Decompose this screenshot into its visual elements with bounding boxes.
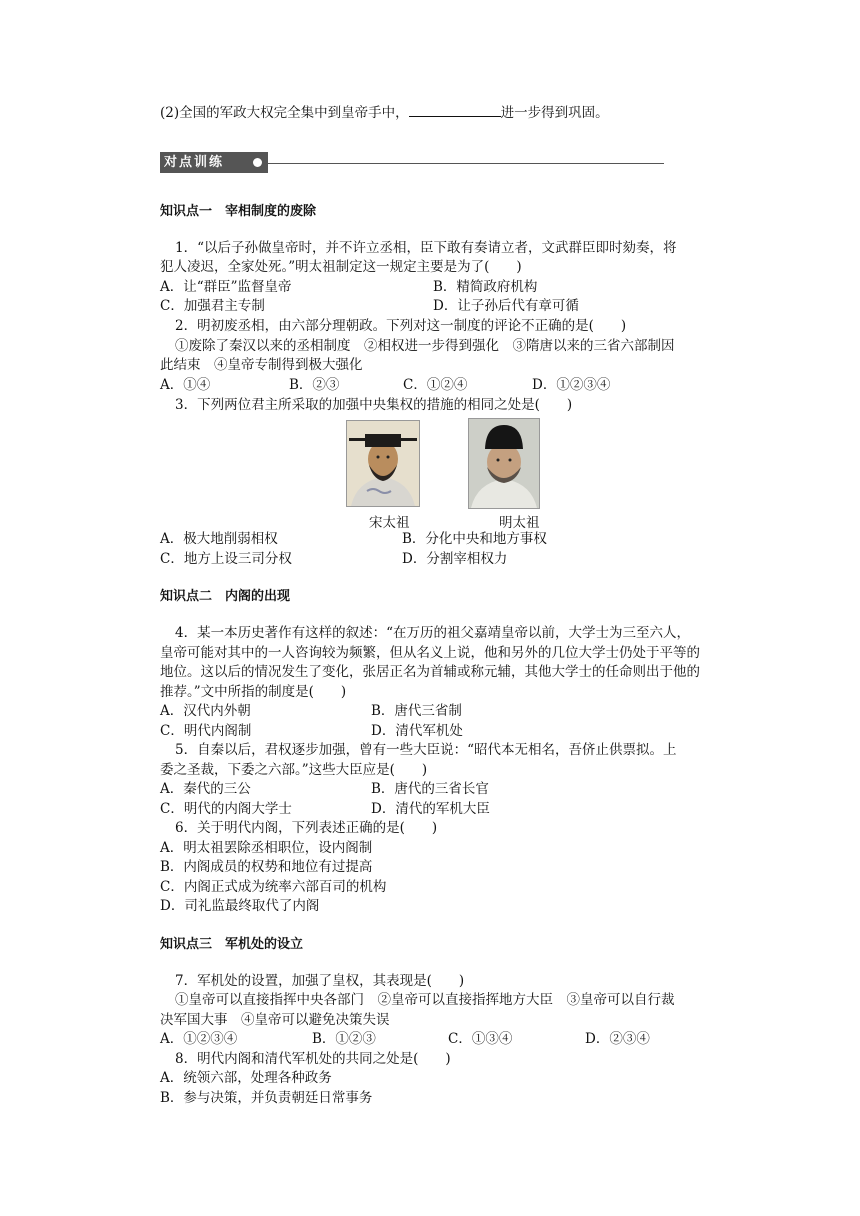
q8-stem: 8．明代内阁和清代军机处的共同之处是( ) xyxy=(175,1051,451,1067)
q7-option-a[interactable]: A．①②③④ xyxy=(160,1031,238,1047)
q2-option-b[interactable]: B．②③ xyxy=(289,377,340,393)
q1-stem-line-1: 1．“以后子孙做皇帝时，并不许立丞相，臣下敢有奏请立者，文武群臣即时劾奏，将 xyxy=(175,240,677,256)
q4-option-a[interactable]: A．汉代内外朝 xyxy=(160,703,251,719)
q6-option-b[interactable]: B．内阁成员的权势和地位有过提高 xyxy=(160,859,373,875)
q1-stem-line-2: 犯人凌迟，全家处死。”明太祖制定这一规定主要是为了( ) xyxy=(160,259,522,275)
q4-stem-line-3: 地位。这以后的情况发生了变化，张居正名为首辅或称元辅，其他大学士的任命则出于他的 xyxy=(160,664,700,680)
q6-option-d[interactable]: D．司礼监最终取代了内阁 xyxy=(160,898,320,914)
q4-stem-line-4: 推荐。”文中所指的制度是( ) xyxy=(160,684,347,700)
q2-statements-line-2: 此结束 ④皇帝专制得到极大强化 xyxy=(160,357,363,373)
banner-label: 对点训练 xyxy=(160,152,268,173)
q5-option-d[interactable]: D．清代的军机大臣 xyxy=(371,801,490,817)
q7-option-b[interactable]: B．①②③ xyxy=(312,1031,376,1047)
q3-option-a[interactable]: A．极大地削弱相权 xyxy=(160,531,278,547)
intro-text-after: 进一步得到巩固。 xyxy=(500,105,609,121)
q6-option-c[interactable]: C．内阁正式成为统率六部百司的机构 xyxy=(160,879,387,895)
intro-text-before: (2)全国的军政大权完全集中到皇帝手中， xyxy=(160,105,409,121)
q3-option-d[interactable]: D．分割宰相权力 xyxy=(402,551,508,567)
intro-line xyxy=(160,104,609,123)
q6-stem: 6．关于明代内阁，下列表述正确的是( ) xyxy=(175,820,438,836)
caption-song-taizu: 宋太祖 xyxy=(369,515,410,531)
q2-stem: 2．明初废丞相，由六部分理朝政。下列对这一制度的评论不正确的是( ) xyxy=(175,318,627,334)
q5-stem-line-1: 5．自秦以后，君权逐步加强，曾有一些大臣说：“昭代本无相名，吾侪止供票拟。上 xyxy=(175,742,677,758)
song-taizu-portrait-image xyxy=(346,420,420,507)
q5-option-c[interactable]: C．明代的内阁大学士 xyxy=(160,801,292,817)
q1-option-d[interactable]: D．让子孙后代有章可循 xyxy=(433,298,579,314)
ming-taizu-portrait-image xyxy=(468,418,540,509)
q2-option-d[interactable]: D．①②③④ xyxy=(532,377,611,393)
q2-option-c[interactable]: C．①②④ xyxy=(403,377,468,393)
section-title-3: 知识点三 军机处的设立 xyxy=(160,937,304,952)
banner-dot-icon xyxy=(253,158,262,167)
q6-option-a[interactable]: A．明太祖罢除丞相职位，设内阁制 xyxy=(160,840,373,856)
q3-option-c[interactable]: C．地方上设三司分权 xyxy=(160,551,292,567)
q8-option-b[interactable]: B．参与决策，并负责朝廷日常事务 xyxy=(160,1090,373,1106)
q4-option-c[interactable]: C．明代内阁制 xyxy=(160,723,252,739)
q3-option-b[interactable]: B．分化中央和地方事权 xyxy=(402,531,547,547)
q7-option-c[interactable]: C．①③④ xyxy=(448,1031,513,1047)
q4-option-b[interactable]: B．唐代三省制 xyxy=(371,703,462,719)
caption-ming-taizu: 明太祖 xyxy=(499,515,540,531)
q5-option-b[interactable]: B．唐代的三省长官 xyxy=(371,781,489,797)
fill-in-blank[interactable] xyxy=(409,104,501,117)
q1-option-c[interactable]: C．加强君主专制 xyxy=(160,298,265,314)
q7-stem: 7．军机处的设置，加强了皇权，其表现是( ) xyxy=(175,973,465,989)
q8-option-a[interactable]: A．统领六部，处理各种政务 xyxy=(160,1070,332,1086)
q4-stem-line-2: 皇帝可能对其中的一人咨询较为频繁，但从名义上说，他和另外的几位大学士仍处于平等的 xyxy=(160,645,700,661)
q7-statements-line-2: 决军国大事 ④皇帝可以避免决策失误 xyxy=(160,1012,390,1028)
q1-option-a[interactable]: A．让“群臣”监督皇帝 xyxy=(160,279,292,295)
q5-stem-line-2: 委之圣裁，下委之六部。”这些大臣应是( ) xyxy=(160,762,428,778)
q7-statements-line-1: ①皇帝可以直接指挥中央各部门 ②皇帝可以直接指挥地方大臣 ③皇帝可以自行裁 xyxy=(175,992,675,1008)
banner-rule xyxy=(268,163,664,164)
q3-stem: 3．下列两位君主所采取的加强中央集权的措施的相同之处是( ) xyxy=(175,397,573,413)
q4-option-d[interactable]: D．清代军机处 xyxy=(371,723,463,739)
q5-option-a[interactable]: A．秦代的三公 xyxy=(160,781,251,797)
q4-stem-line-1: 4．某一本历史著作有这样的叙述：“在万历的祖父嘉靖皇帝以前，大学士为三至六人， xyxy=(175,625,690,641)
q2-option-a[interactable]: A．①④ xyxy=(160,377,211,393)
q7-option-d[interactable]: D．②③④ xyxy=(585,1031,650,1047)
q1-option-b[interactable]: B．精简政府机构 xyxy=(433,279,538,295)
section-title-1: 知识点一 宰相制度的废除 xyxy=(160,204,317,219)
q2-statements-line-1: ①废除了秦汉以来的丞相制度 ②相权进一步得到强化 ③隋唐以来的三省六部制因 xyxy=(175,338,675,354)
section-title-2: 知识点二 内阁的出现 xyxy=(160,589,291,604)
